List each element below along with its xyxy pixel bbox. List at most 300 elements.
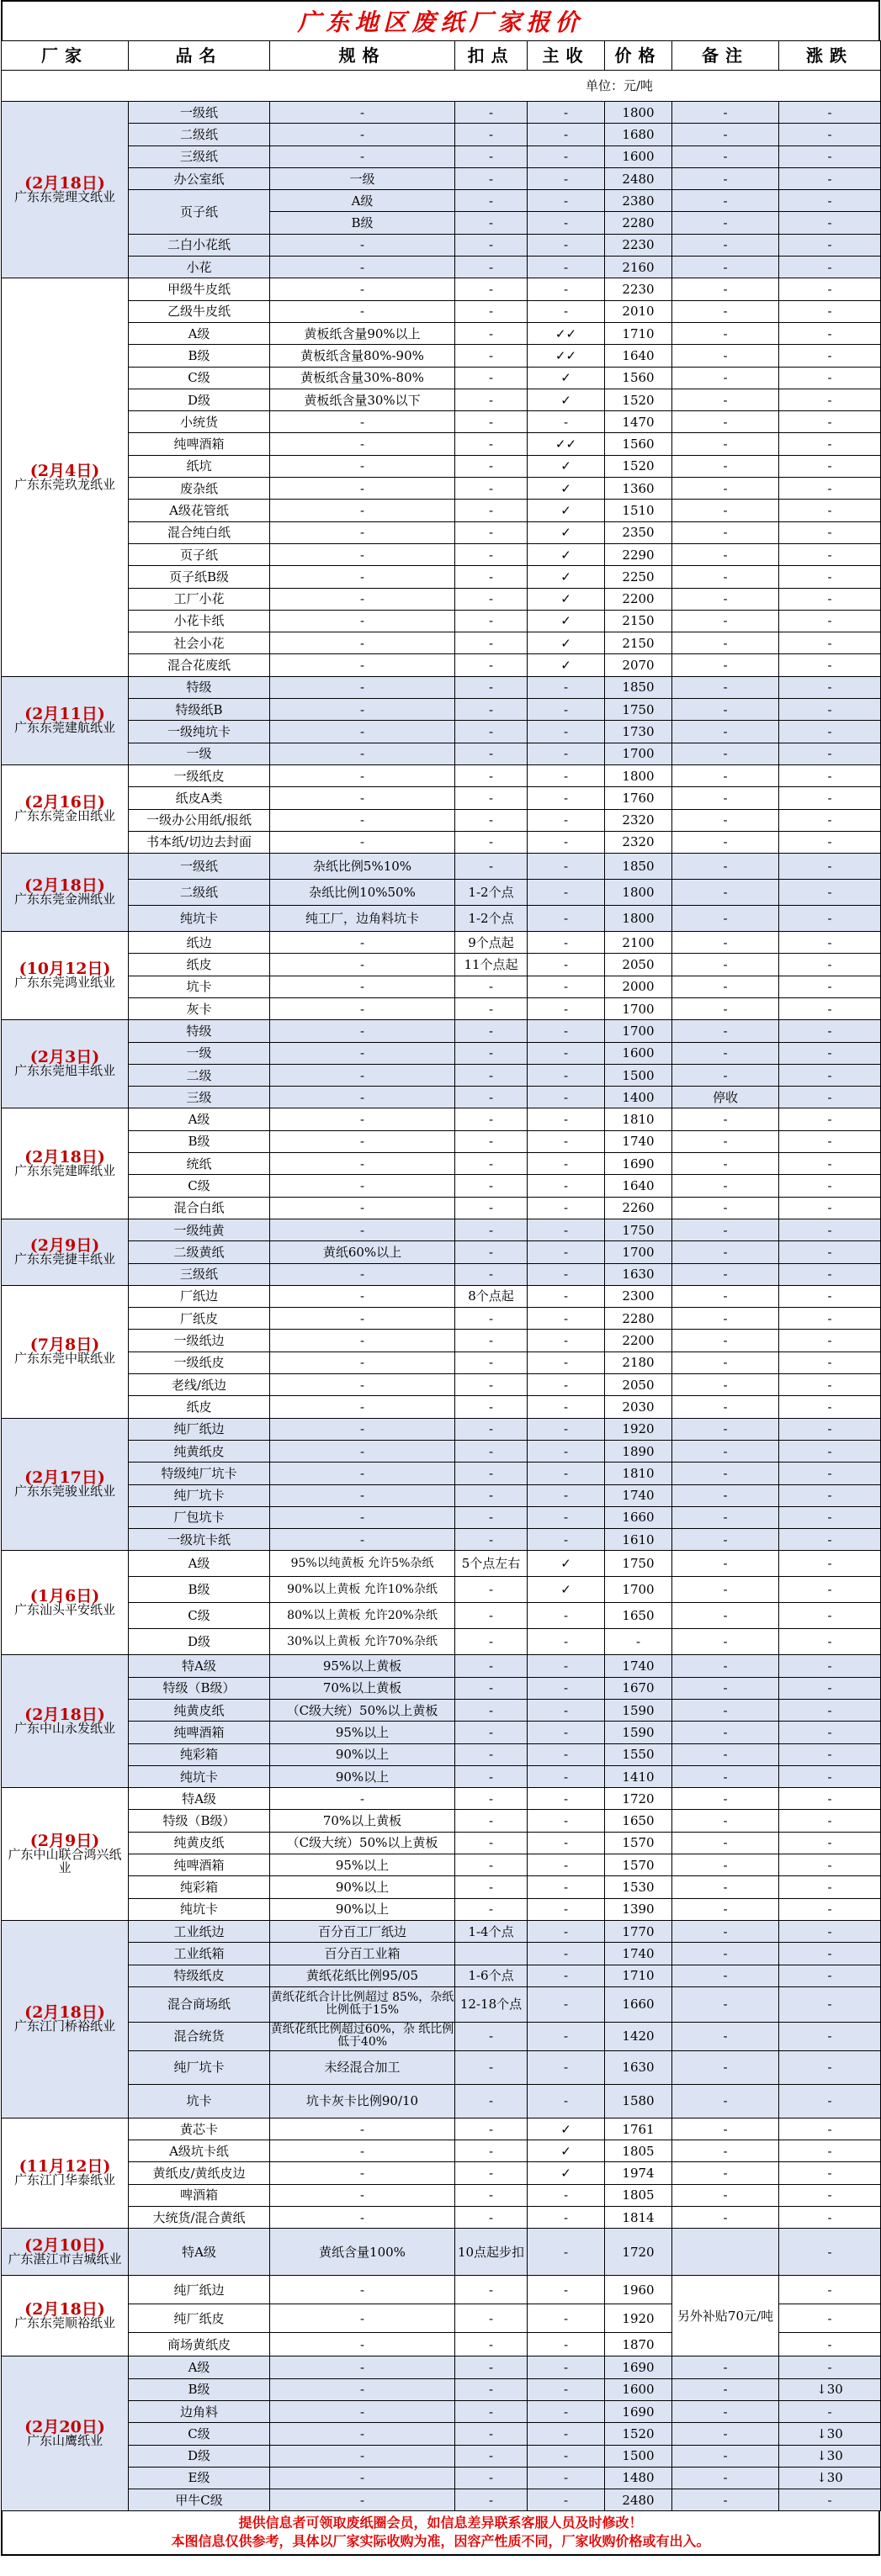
product-name: 一级纸 bbox=[129, 854, 270, 880]
main-purchase-cell: - bbox=[528, 997, 605, 1019]
change-cell: - bbox=[779, 1087, 881, 1108]
main-purchase-cell: ✓ bbox=[528, 1551, 605, 1577]
main-purchase-cell: ✓ bbox=[528, 478, 605, 500]
price-cell: 1600 bbox=[605, 145, 672, 167]
price-cell: 1920 bbox=[605, 2304, 672, 2333]
deduction-cell: - bbox=[455, 2489, 528, 2511]
remark-cell: - bbox=[672, 1854, 779, 1876]
factory-name: 广东汕头平安纸业 bbox=[13, 1601, 115, 1617]
spec-cell: 黄纸含量100% bbox=[270, 2229, 455, 2276]
remark-cell: - bbox=[672, 2050, 779, 2084]
unit-row bbox=[2, 71, 881, 102]
change-cell: - bbox=[779, 367, 881, 389]
change-cell: - bbox=[779, 1743, 881, 1765]
table-row bbox=[2, 2084, 881, 2118]
change-cell: - bbox=[779, 787, 881, 809]
deduction-cell: - bbox=[455, 1832, 528, 1854]
price-cell: 1740 bbox=[605, 1130, 672, 1152]
main-purchase-cell: ✓ bbox=[528, 455, 605, 477]
main-purchase-cell: - bbox=[528, 2276, 605, 2304]
table-row bbox=[2, 1484, 881, 1506]
remark-cell: - bbox=[672, 676, 779, 698]
factory-name: 广东湛江市吉城纸业 bbox=[8, 2251, 122, 2267]
spec-cell: - bbox=[270, 1175, 455, 1197]
product-name: 纸皮 bbox=[129, 1396, 270, 1418]
deduction-cell: - bbox=[455, 566, 528, 588]
deduction-cell: - bbox=[455, 831, 528, 853]
price-cell: 2280 bbox=[605, 212, 672, 234]
deduction-cell: - bbox=[455, 1577, 528, 1603]
deduction-cell: - bbox=[455, 455, 528, 477]
remark-cell: - bbox=[672, 2022, 779, 2050]
product-name: 纯啤酒箱 bbox=[129, 433, 270, 455]
spec-cell: 纯工厂，边角料坑卡 bbox=[270, 906, 455, 932]
change-cell: - bbox=[779, 831, 881, 853]
spec-cell: - bbox=[270, 1064, 455, 1086]
main-purchase-cell: - bbox=[528, 1241, 605, 1263]
factory-cell bbox=[2, 1285, 129, 1418]
spec-cell: - bbox=[270, 2162, 455, 2184]
change-cell: - bbox=[779, 257, 881, 278]
main-purchase-cell: - bbox=[528, 1263, 605, 1285]
factory-date: (2月3日) bbox=[29, 1048, 100, 1067]
price-cell: 1700 bbox=[605, 1241, 672, 1263]
change-cell: - bbox=[779, 1241, 881, 1263]
product-name: 纸皮A类 bbox=[129, 787, 270, 809]
deduction-cell: 1-4个点 bbox=[455, 1920, 528, 1942]
header-spec: 规格 bbox=[270, 41, 455, 71]
remark-cell: - bbox=[672, 1042, 779, 1064]
deduction-cell: - bbox=[455, 257, 528, 278]
remark-cell: - bbox=[672, 2356, 779, 2378]
price-cell: 2300 bbox=[605, 1285, 672, 1307]
deduction-cell: - bbox=[455, 1197, 528, 1219]
spec-cell: 95%以上 bbox=[270, 1722, 455, 1743]
table-row bbox=[2, 1629, 881, 1655]
deduction-cell: - bbox=[455, 976, 528, 997]
change-cell: - bbox=[779, 764, 881, 786]
deduction-cell: - bbox=[455, 478, 528, 500]
table-row bbox=[2, 2423, 881, 2445]
product-name: 一级办公用纸/报纸 bbox=[129, 809, 270, 831]
factory-name: 广东东莞骏业纸业 bbox=[13, 1484, 115, 1500]
main-purchase-cell: - bbox=[528, 2229, 605, 2276]
spec-cell: - bbox=[270, 1529, 455, 1551]
change-cell: - bbox=[779, 2333, 881, 2356]
table-row bbox=[2, 257, 881, 278]
change-cell: - bbox=[779, 1308, 881, 1330]
deduction-cell: - bbox=[455, 588, 528, 610]
spec-cell: - bbox=[270, 2304, 455, 2333]
price-cell: 2160 bbox=[605, 257, 672, 278]
change-cell: - bbox=[779, 1677, 881, 1699]
spec-cell: 黄板纸含量90%以上 bbox=[270, 322, 455, 344]
spec-cell: - bbox=[270, 257, 455, 278]
product-name: 商场黄纸皮 bbox=[129, 2333, 270, 2356]
remark-cell: - bbox=[672, 1285, 779, 1307]
deduction-cell: - bbox=[455, 1064, 528, 1086]
table-row bbox=[2, 1506, 881, 1528]
table-row bbox=[2, 1722, 881, 1743]
remark-cell: - bbox=[672, 2162, 779, 2184]
change-cell: - bbox=[779, 2022, 881, 2050]
factory-name: 广东中山联合鸿兴纸业 bbox=[8, 1846, 122, 1875]
product-name: 二级黄纸 bbox=[129, 1241, 270, 1263]
remark-cell: - bbox=[672, 1788, 779, 1810]
spec-cell: - bbox=[270, 1042, 455, 1064]
change-cell: - bbox=[779, 411, 881, 433]
change-cell: - bbox=[779, 1108, 881, 1130]
deduction-cell: - bbox=[455, 1854, 528, 1876]
price-cell: 1520 bbox=[605, 455, 672, 477]
deduction-cell: - bbox=[455, 367, 528, 389]
table-row bbox=[2, 1965, 881, 1986]
product-name: 特A级 bbox=[129, 1788, 270, 1810]
spec-cell: 90%以上 bbox=[270, 1765, 455, 1787]
product-name: 一级 bbox=[129, 743, 270, 764]
main-purchase-cell: - bbox=[528, 1463, 605, 1484]
table-row bbox=[2, 1153, 881, 1175]
deduction-cell: - bbox=[455, 124, 528, 145]
table-row bbox=[2, 322, 881, 344]
factory-cell bbox=[2, 1020, 129, 1108]
spec-cell: - bbox=[270, 976, 455, 997]
spec-cell: - bbox=[270, 954, 455, 976]
header-remark: 备注 bbox=[672, 41, 779, 71]
product-name: 纯厂坑卡 bbox=[129, 1484, 270, 1506]
product-name: 甲牛C级 bbox=[129, 2489, 270, 2511]
main-purchase-cell: - bbox=[528, 2333, 605, 2356]
table-row bbox=[2, 831, 881, 853]
main-purchase-cell: - bbox=[528, 1197, 605, 1219]
price-table-body bbox=[2, 102, 881, 2511]
deduction-cell: - bbox=[455, 300, 528, 322]
factory-date: (2月18日) bbox=[24, 1705, 105, 1724]
factory-name: 广东东莞捷丰纸业 bbox=[13, 1251, 115, 1267]
change-cell: - bbox=[779, 2304, 881, 2333]
table-row bbox=[2, 2467, 881, 2489]
factory-name: 广东东莞理文纸业 bbox=[13, 188, 115, 204]
product-name: 纯坑卡 bbox=[129, 1898, 270, 1920]
main-purchase-cell: - bbox=[528, 764, 605, 786]
price-cell: 1800 bbox=[605, 764, 672, 786]
deduction-cell: 1-2个点 bbox=[455, 906, 528, 932]
remark-cell: - bbox=[672, 1374, 779, 1396]
product-name: 混合纯白纸 bbox=[129, 521, 270, 543]
deduction-cell: - bbox=[455, 743, 528, 764]
spec-cell: - bbox=[270, 1374, 455, 1396]
table-row bbox=[2, 1219, 881, 1240]
change-cell: - bbox=[779, 2400, 881, 2422]
spec-cell: - bbox=[270, 1219, 455, 1240]
deduction-cell: - bbox=[455, 2423, 528, 2445]
deduction-cell: - bbox=[455, 1743, 528, 1765]
price-cell: 1750 bbox=[605, 1219, 672, 1240]
remark-cell: - bbox=[672, 1765, 779, 1787]
change-cell: - bbox=[779, 654, 881, 676]
product-name: 坑卡 bbox=[129, 2084, 270, 2118]
product-name: 二级 bbox=[129, 1064, 270, 1086]
spec-cell: - bbox=[270, 1197, 455, 1219]
change-cell: - bbox=[779, 300, 881, 322]
factory-cell bbox=[2, 764, 129, 853]
remark-cell: - bbox=[672, 2118, 779, 2140]
price-cell: 1560 bbox=[605, 367, 672, 389]
change-cell: - bbox=[779, 1330, 881, 1351]
price-cell: 1770 bbox=[605, 1920, 672, 1942]
price-cell: 2260 bbox=[605, 1197, 672, 1219]
change-cell: - bbox=[779, 997, 881, 1019]
factory-date: (2月18日) bbox=[24, 876, 105, 896]
deduction-cell: - bbox=[455, 1876, 528, 1898]
main-purchase-cell: - bbox=[528, 1418, 605, 1440]
product-name: 纯黄纸皮 bbox=[129, 1440, 270, 1462]
product-name: 一级纯坑卡 bbox=[129, 721, 270, 743]
change-cell: - bbox=[779, 2162, 881, 2184]
spec-cell: - bbox=[270, 2400, 455, 2422]
deduction-cell: - bbox=[455, 1153, 528, 1175]
remark-cell: - bbox=[672, 1629, 779, 1655]
main-purchase-cell: - bbox=[528, 1396, 605, 1418]
spec-cell: - bbox=[270, 1330, 455, 1351]
price-cell: 2070 bbox=[605, 654, 672, 676]
spec-cell: 黄纸花纸合计比例超过 85%，杂纸比例低于15% bbox=[270, 1986, 455, 2022]
change-cell: - bbox=[779, 721, 881, 743]
table-row bbox=[2, 1788, 881, 1810]
deduction-cell: - bbox=[455, 1020, 528, 1042]
price-cell: 1600 bbox=[605, 2378, 672, 2400]
product-name: 厂纸边 bbox=[129, 1285, 270, 1307]
remark-cell: - bbox=[672, 2423, 779, 2445]
deduction-cell: - bbox=[455, 654, 528, 676]
main-purchase-cell: - bbox=[528, 787, 605, 809]
price-cell: 1510 bbox=[605, 500, 672, 521]
spec-cell: - bbox=[270, 676, 455, 698]
main-purchase-cell: - bbox=[528, 2423, 605, 2445]
factory-date: (2月10日) bbox=[24, 2235, 105, 2255]
remark-cell: - bbox=[672, 2467, 779, 2489]
deduction-cell: - bbox=[455, 411, 528, 433]
change-cell: - bbox=[779, 1463, 881, 1484]
remark-cell: - bbox=[672, 2084, 779, 2118]
deduction-cell: - bbox=[455, 2467, 528, 2489]
spec-cell: - bbox=[270, 2445, 455, 2467]
product-name: 纯彩箱 bbox=[129, 1876, 270, 1898]
remark-cell: - bbox=[672, 2184, 779, 2206]
change-cell: - bbox=[779, 1418, 881, 1440]
price-cell: 2290 bbox=[605, 543, 672, 565]
price-cell: 1480 bbox=[605, 2467, 672, 2489]
spec-cell: 70%以上黄板 bbox=[270, 1810, 455, 1832]
remark-cell: - bbox=[672, 954, 779, 976]
change-cell: - bbox=[779, 932, 881, 954]
change-cell: - bbox=[779, 610, 881, 632]
deduction-cell: - bbox=[455, 500, 528, 521]
deduction-cell: - bbox=[455, 2304, 528, 2333]
table-row bbox=[2, 1197, 881, 1219]
product-name: D级 bbox=[129, 2445, 270, 2467]
price-cell: 2000 bbox=[605, 976, 672, 997]
main-purchase-cell: - bbox=[528, 906, 605, 932]
product-name: 小花 bbox=[129, 257, 270, 278]
table-row bbox=[2, 1374, 881, 1396]
deduction-cell: - bbox=[455, 2333, 528, 2356]
deduction-cell: - bbox=[455, 1898, 528, 1920]
spec-cell: - bbox=[270, 1108, 455, 1130]
remark-cell: - bbox=[672, 1700, 779, 1722]
table-row bbox=[2, 764, 881, 786]
factory-name: 广东江门华泰纸业 bbox=[13, 2172, 115, 2188]
table-row bbox=[2, 1263, 881, 1285]
price-cell: 2320 bbox=[605, 809, 672, 831]
remark-cell: - bbox=[672, 367, 779, 389]
main-purchase-cell: - bbox=[528, 954, 605, 976]
table-row bbox=[2, 2022, 881, 2050]
header-main-purchase: 主收 bbox=[528, 41, 605, 71]
main-purchase-cell: ✓ bbox=[528, 654, 605, 676]
table-row bbox=[2, 1396, 881, 1418]
deduction-cell: - bbox=[455, 145, 528, 167]
price-cell: 1710 bbox=[605, 1965, 672, 1986]
product-name: 办公室纸 bbox=[129, 167, 270, 189]
price-cell: 1730 bbox=[605, 721, 672, 743]
price-cell: 2150 bbox=[605, 610, 672, 632]
change-cell: - bbox=[779, 1042, 881, 1064]
main-purchase-cell: - bbox=[528, 1020, 605, 1042]
deduction-cell: - bbox=[455, 389, 528, 410]
spec-cell: - bbox=[270, 1440, 455, 1462]
change-cell: ↓30 bbox=[779, 2445, 881, 2467]
table-row bbox=[2, 2356, 881, 2378]
spec-cell: - bbox=[270, 1285, 455, 1307]
main-purchase-cell: - bbox=[528, 257, 605, 278]
change-cell: - bbox=[779, 1263, 881, 1285]
table-row bbox=[2, 654, 881, 676]
price-cell: 1800 bbox=[605, 906, 672, 932]
spec-cell: 95%以上黄板 bbox=[270, 1655, 455, 1677]
main-purchase-cell: - bbox=[528, 1854, 605, 1876]
change-cell: - bbox=[779, 1551, 881, 1577]
remark-cell: - bbox=[672, 632, 779, 654]
product-name: D级 bbox=[129, 389, 270, 410]
table-row bbox=[2, 588, 881, 610]
remark-cell: - bbox=[672, 543, 779, 565]
product-name: 一级纸 bbox=[129, 102, 270, 124]
remark-cell: - bbox=[672, 588, 779, 610]
change-cell: - bbox=[779, 566, 881, 588]
main-purchase-cell: - bbox=[528, 102, 605, 124]
price-cell: 2380 bbox=[605, 190, 672, 212]
table-row bbox=[2, 632, 881, 654]
main-purchase-cell: - bbox=[528, 2400, 605, 2422]
price-cell: 1690 bbox=[605, 1153, 672, 1175]
factory-cell bbox=[2, 1655, 129, 1788]
table-row bbox=[2, 2184, 881, 2206]
table-row bbox=[2, 954, 881, 976]
change-cell: - bbox=[779, 588, 881, 610]
spec-cell: - bbox=[270, 124, 455, 145]
change-cell: - bbox=[779, 1854, 881, 1876]
remark-cell: - bbox=[672, 1920, 779, 1942]
factory-date: (2月18日) bbox=[24, 1147, 105, 1166]
price-cell: 1640 bbox=[605, 1175, 672, 1197]
price-cell: 2230 bbox=[605, 234, 672, 256]
deduction-cell: - bbox=[455, 2276, 528, 2304]
product-name: C级 bbox=[129, 2423, 270, 2445]
remark-cell: - bbox=[672, 1175, 779, 1197]
spec-cell: - bbox=[270, 588, 455, 610]
remark-cell: - bbox=[672, 1219, 779, 1240]
product-name: 特级纸皮 bbox=[129, 1965, 270, 1986]
remark-cell: - bbox=[672, 102, 779, 124]
change-cell: - bbox=[779, 1629, 881, 1655]
table-row bbox=[2, 2378, 881, 2400]
deduction-cell: - bbox=[455, 1677, 528, 1699]
product-name: 啤酒箱 bbox=[129, 2184, 270, 2206]
spec-cell: - bbox=[270, 278, 455, 300]
remark-cell: - bbox=[672, 1965, 779, 1986]
spec-cell: 一级 bbox=[270, 167, 455, 189]
product-name: A级 bbox=[129, 1108, 270, 1130]
price-cell: 1660 bbox=[605, 1986, 672, 2022]
price-cell: 2050 bbox=[605, 954, 672, 976]
deduction-cell: - bbox=[455, 1263, 528, 1285]
product-name: 书本纸/切边去封面 bbox=[129, 831, 270, 853]
product-name: 特级（B级） bbox=[129, 1810, 270, 1832]
change-cell: - bbox=[779, 1374, 881, 1396]
remark-cell bbox=[672, 2229, 779, 2276]
main-purchase-cell: - bbox=[528, 1629, 605, 1655]
main-purchase-cell: - bbox=[528, 880, 605, 906]
deduction-cell: - bbox=[455, 212, 528, 234]
deduction-cell: 5个点左右 bbox=[455, 1551, 528, 1577]
table-row bbox=[2, 2207, 881, 2229]
price-cell: 1500 bbox=[605, 1064, 672, 1086]
remark-cell: - bbox=[672, 743, 779, 764]
main-purchase-cell: - bbox=[528, 234, 605, 256]
factory-cell bbox=[2, 1788, 129, 1921]
deduction-cell: - bbox=[455, 1529, 528, 1551]
factory-date: (7月8日) bbox=[29, 1336, 100, 1355]
spec-cell: - bbox=[270, 1484, 455, 1506]
table-row bbox=[2, 1655, 881, 1677]
deduction-cell: - bbox=[455, 1484, 528, 1506]
factory-date: (2月16日) bbox=[24, 793, 105, 812]
deduction-cell: - bbox=[455, 2050, 528, 2084]
product-name: 特级 bbox=[129, 1020, 270, 1042]
product-name: 二白小花纸 bbox=[129, 234, 270, 256]
change-cell: - bbox=[779, 2489, 881, 2511]
factory-date: (2月11日) bbox=[24, 704, 105, 723]
remark-cell: - bbox=[672, 1020, 779, 1042]
main-purchase-cell: - bbox=[528, 932, 605, 954]
product-name: B级 bbox=[129, 1577, 270, 1603]
product-name: 工厂小花 bbox=[129, 588, 270, 610]
change-cell: - bbox=[779, 2184, 881, 2206]
price-cell: 1710 bbox=[605, 322, 672, 344]
price-cell: 1750 bbox=[605, 699, 672, 721]
spec-cell: - bbox=[270, 632, 455, 654]
deduction-cell: 12-18个点 bbox=[455, 1986, 528, 2022]
main-purchase-cell: - bbox=[528, 2304, 605, 2333]
spec-cell: - bbox=[270, 2333, 455, 2356]
price-cell: 1500 bbox=[605, 2445, 672, 2467]
spec-cell: - bbox=[270, 2118, 455, 2140]
price-table bbox=[1, 40, 881, 2511]
deduction-cell: - bbox=[455, 699, 528, 721]
product-name: B级 bbox=[129, 1130, 270, 1152]
main-purchase-cell: ✓ bbox=[528, 588, 605, 610]
